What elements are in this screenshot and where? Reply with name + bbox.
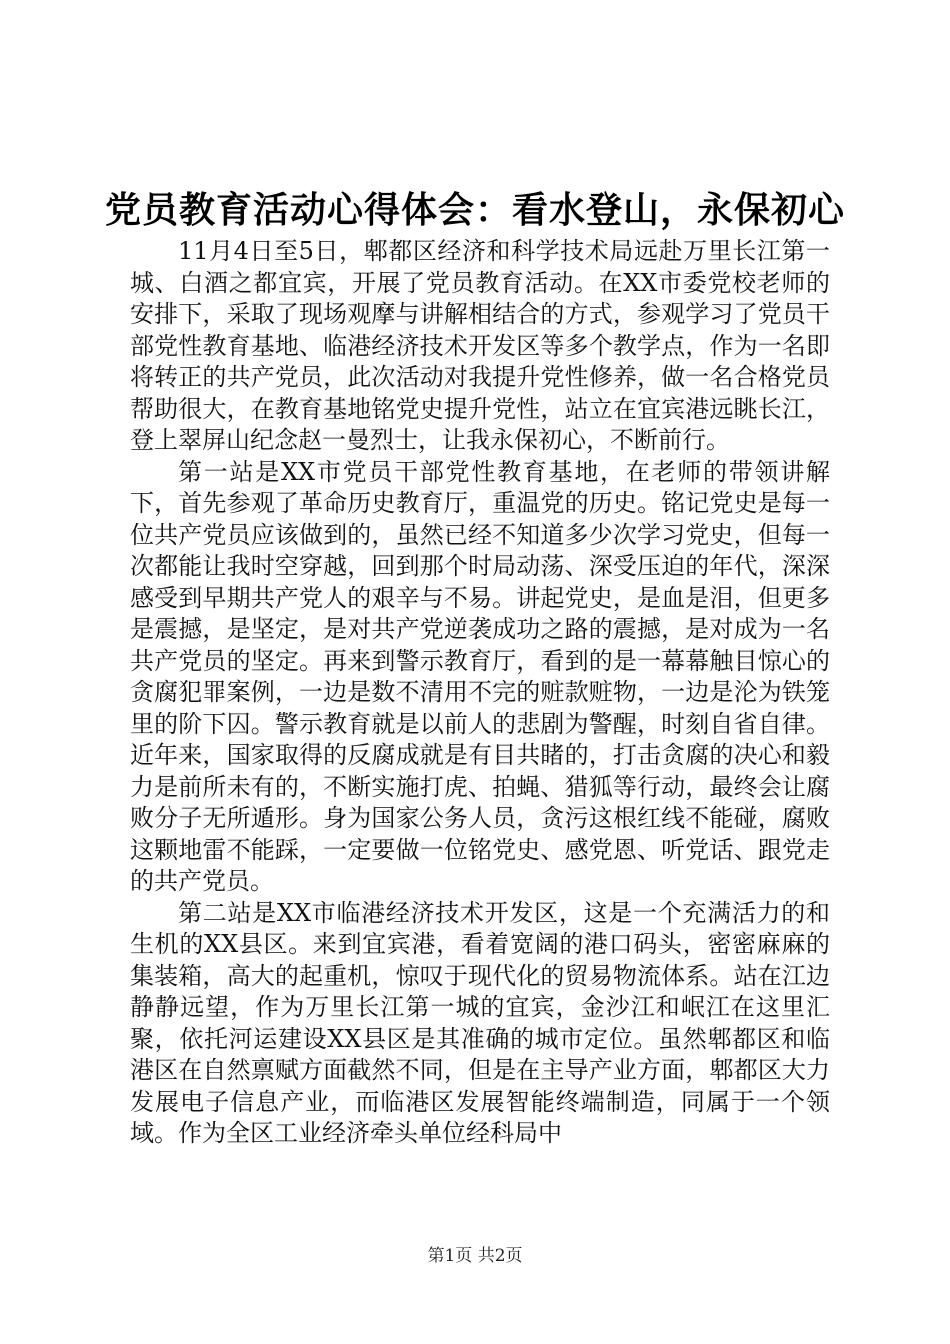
document-title: 党员教育活动心得体会：看水登山，永保初心 [104, 190, 845, 231]
document-body [130, 236, 830, 1150]
paragraph-intro: 11月4日至5日，郫都区经济和科学技术局远赴万里长江第一城、白酒之都宜宾，开展了党员教育活动。在XX市委党校老师的安排下，采取了现场观摩与讲解相结合的方式，参观学习了党员干部党性教育基地、临港经济技术开发区等多个教学点，作为一名即将转正的共产党员，此次活动对我提升党性修养，做一名合格党员帮助很大，在教育基地铭党史提升党性，站立在宜宾港远眺长江，登上翠屏山纪念赵一曼烈士，让我永保初心，不断前行。 [130, 237, 830, 454]
paragraph-first-stop: 第一站是XX市党员干部党性教育基地，在老师的带领讲解下，首先参观了革命历史教育厅，重温党的历史。铭记党史是每一位共产党员应该做到的，虽然已经不知道多少次学习党史，但每一次都能让我时空穿越，回到那个时局动荡、深受压迫的年代，深深感受到早期共产党人的艰辛与不易。讲起党史，是血是泪，但更多是震撼，是坚定，是对共产党逆袭成功之路的震撼，是对成为一名共产党员的坚定。再来到警示教育厅，看到的是一幕幕触目惊心的贪腐犯罪案例，一边是数不清用不完的赃款赃物，一边是沦为铁笼里的阶下囚。警示教育就是以前人的悲剧为警醒，时刻自省自律。近年来，国家取得的反腐成就是有目共睹的，打击贪腐的决心和毅力是前所未有的，不断实施打虎、拍蝇、猎狐等行动，最终会让腐败分子无所遁形。身为国家公务人员，贪污这根红线不能碰，腐败这颗地雷不能踩，一定要做一位铭党史、感党恩、听党话、跟党走的共产党员。 [130, 457, 830, 895]
paragraph-second-stop: 第二站是XX市临港经济技术开发区，这是一个充满活力的和生机的XX县区。来到宜宾港，看着宽阔的港口码头，密密麻麻的集装箱，高大的起重机，惊叹于现代化的贸易物流体系。站在江边静静远望，作为万里长江第一城的宜宾，金沙江和岷江在这里汇聚，依托河运建设XX县区是其准确的城市定位。虽然郫都区和临港区在自然禀赋方面截然不同，但是在主导产业方面，郫都区大力发展电子信息产业，而临港区发展智能终端制造，同属于一个领域。作为全区工业经济牵头单位经科局中 [130, 898, 830, 1147]
page-number-footer: 第1页 共2页 [427, 1246, 523, 1266]
